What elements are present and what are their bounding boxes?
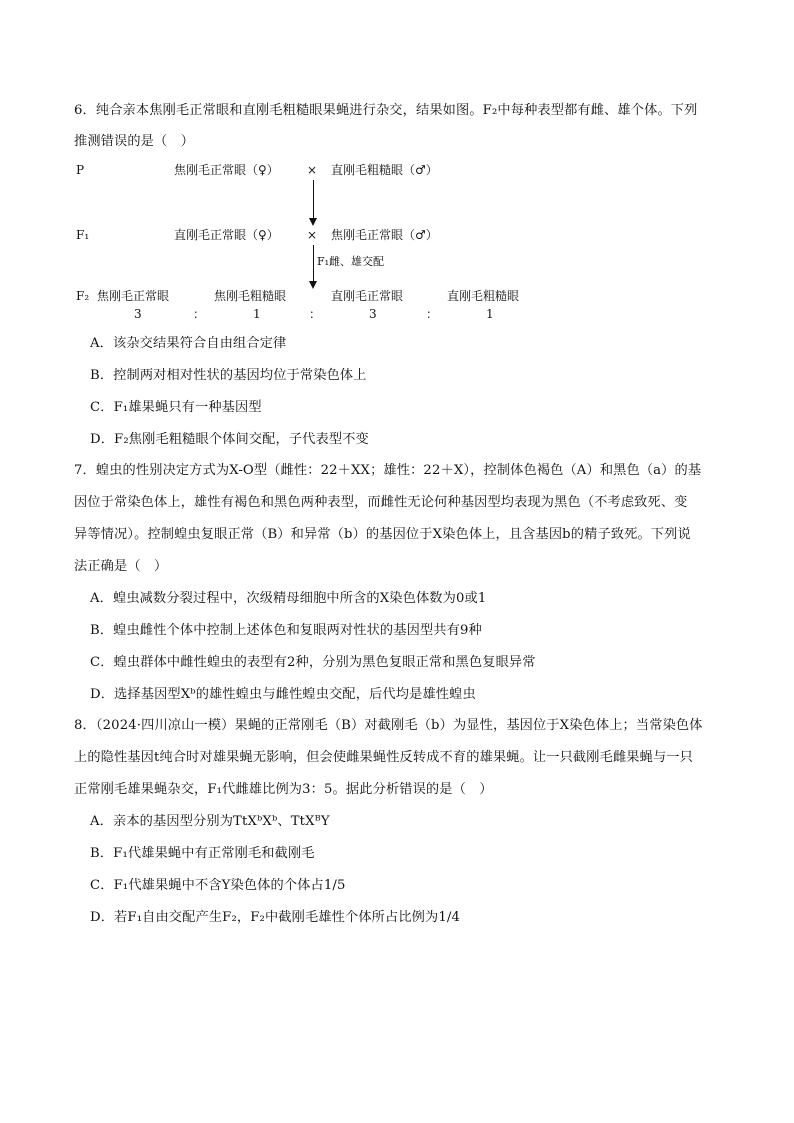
f2-phenotype-3: 直刚毛正常眼 [331,289,404,303]
ratio-separator: ： [193,307,206,321]
question-7-stem-line-1: 7．蝗虫的性别决定方式为X-O型（雌性：22＋XX；雄性：22＋X），控制体色褐色（A）和黑色（a）的基 [74,463,702,478]
ratio-separator: ： [309,307,322,321]
ratio-separator: ： [426,307,439,321]
question-8-stem-line-2: 上的隐性基因t纯合时对雄果蝇无影响，但会使雌果蝇性反转成不育的雄果蝇。让一只截刚毛雌果蝇与一只 [74,750,693,765]
p-to-f1-arrow-line [313,180,314,220]
p-generation-label: P [76,163,85,177]
question-8-option-c[interactable]: C．F₁代雄果蝇中不含Y染色体的个体占1/5 [90,878,346,893]
f1-female: 直刚毛正常眼（♀） [174,228,279,242]
question-7-option-d[interactable]: D．选择基因型Xᵇ的雄性蝗虫与雌性蝗虫交配，后代均是雄性蝗虫 [90,687,476,702]
f2-generation-label: F₂ [76,289,90,303]
f2-ratio-3: 3 [369,307,377,321]
question-6-stem-line-2: 推测错误的是（ ） [74,134,195,149]
question-6-option-a[interactable]: A．该杂交结果符合自由组合定律 [90,336,287,351]
question-7-option-a[interactable]: A．蝗虫减数分裂过程中，次级精母细胞中所含的X染色体数为0或1 [90,591,487,606]
question-6-stem-line-1: 6．纯合亲本焦刚毛正常眼和直刚毛粗糙眼果蝇进行杂交，结果如图。F₂中每种表型都有雌、雄个体。下列 [74,103,698,118]
f1-male: 焦刚毛正常眼（♂） [331,228,438,242]
question-6-option-d[interactable]: D．F₂焦刚毛粗糙眼个体间交配，子代表型不变 [90,432,369,447]
f1-to-f2-arrow-line [313,245,314,283]
question-7-stem-line-4: 法正确是（ ） [74,559,168,574]
f2-phenotype-4: 直刚毛粗糙眼 [447,289,520,303]
question-8-option-b[interactable]: B．F₁代雄果蝇中有正常刚毛和截刚毛 [90,846,315,861]
p-female-parent: 焦刚毛正常眼（♀） [174,163,279,177]
f2-ratio-2: 1 [253,307,261,321]
f2-ratio-1: 3 [134,307,142,321]
f1-generation-label: F₁ [76,228,90,242]
down-arrow-icon [309,281,317,289]
down-arrow-icon [309,218,317,226]
question-8-option-a[interactable]: A．亲本的基因型分别为TtXᵇXᵇ、TtXᴮY [90,814,330,829]
f2-phenotype-2: 焦刚毛粗糙眼 [214,289,287,303]
f1-mating-note: F₁雌、雄交配 [317,255,385,268]
question-6-option-c[interactable]: C．F₁雄果蝇只有一种基因型 [90,400,262,415]
question-7-option-b[interactable]: B．蝗虫雌性个体中控制上述体色和复眼两对性状的基因型共有9种 [90,623,482,638]
f2-ratio-4: 1 [486,307,494,321]
question-7-stem-line-2: 因位于常染色体上，雄性有褐色和黑色两种表型，而雌性无论何种基因型均表现为黑色（不考虑致死、变 [74,495,688,510]
question-8-stem-line-1: 8．（2024·四川凉山一模）果蝇的正常刚毛（B）对截刚毛（b）为显性，基因位于X染色体上；当常染色体 [74,718,703,733]
question-8-option-d[interactable]: D．若F₁自由交配产生F₂，F₂中截刚毛雄性个体所占比例为1/4 [90,910,461,925]
question-7-option-c[interactable]: C．蝗虫群体中雌性蝗虫的表型有2种，分别为黑色复眼正常和黑色复眼异常 [90,655,536,670]
p-cross-sign: × [307,163,318,177]
question-6-option-b[interactable]: B．控制两对相对性状的基因均位于常染色体上 [90,368,367,383]
question-7-stem-line-3: 异等情况）。控制蝗虫复眼正常（B）和异常（b）的基因位于X染色体上，且含基因b的精子致死。下列说 [74,527,691,542]
f1-cross-sign: × [307,228,318,242]
p-male-parent: 直刚毛粗糙眼（♂） [331,163,438,177]
question-8-stem-line-3: 正常刚毛雄果蝇杂交，F₁代雌雄比例为3：5。据此分析错误的是（ ） [74,782,493,797]
f2-phenotype-1: 焦刚毛正常眼 [97,289,170,303]
